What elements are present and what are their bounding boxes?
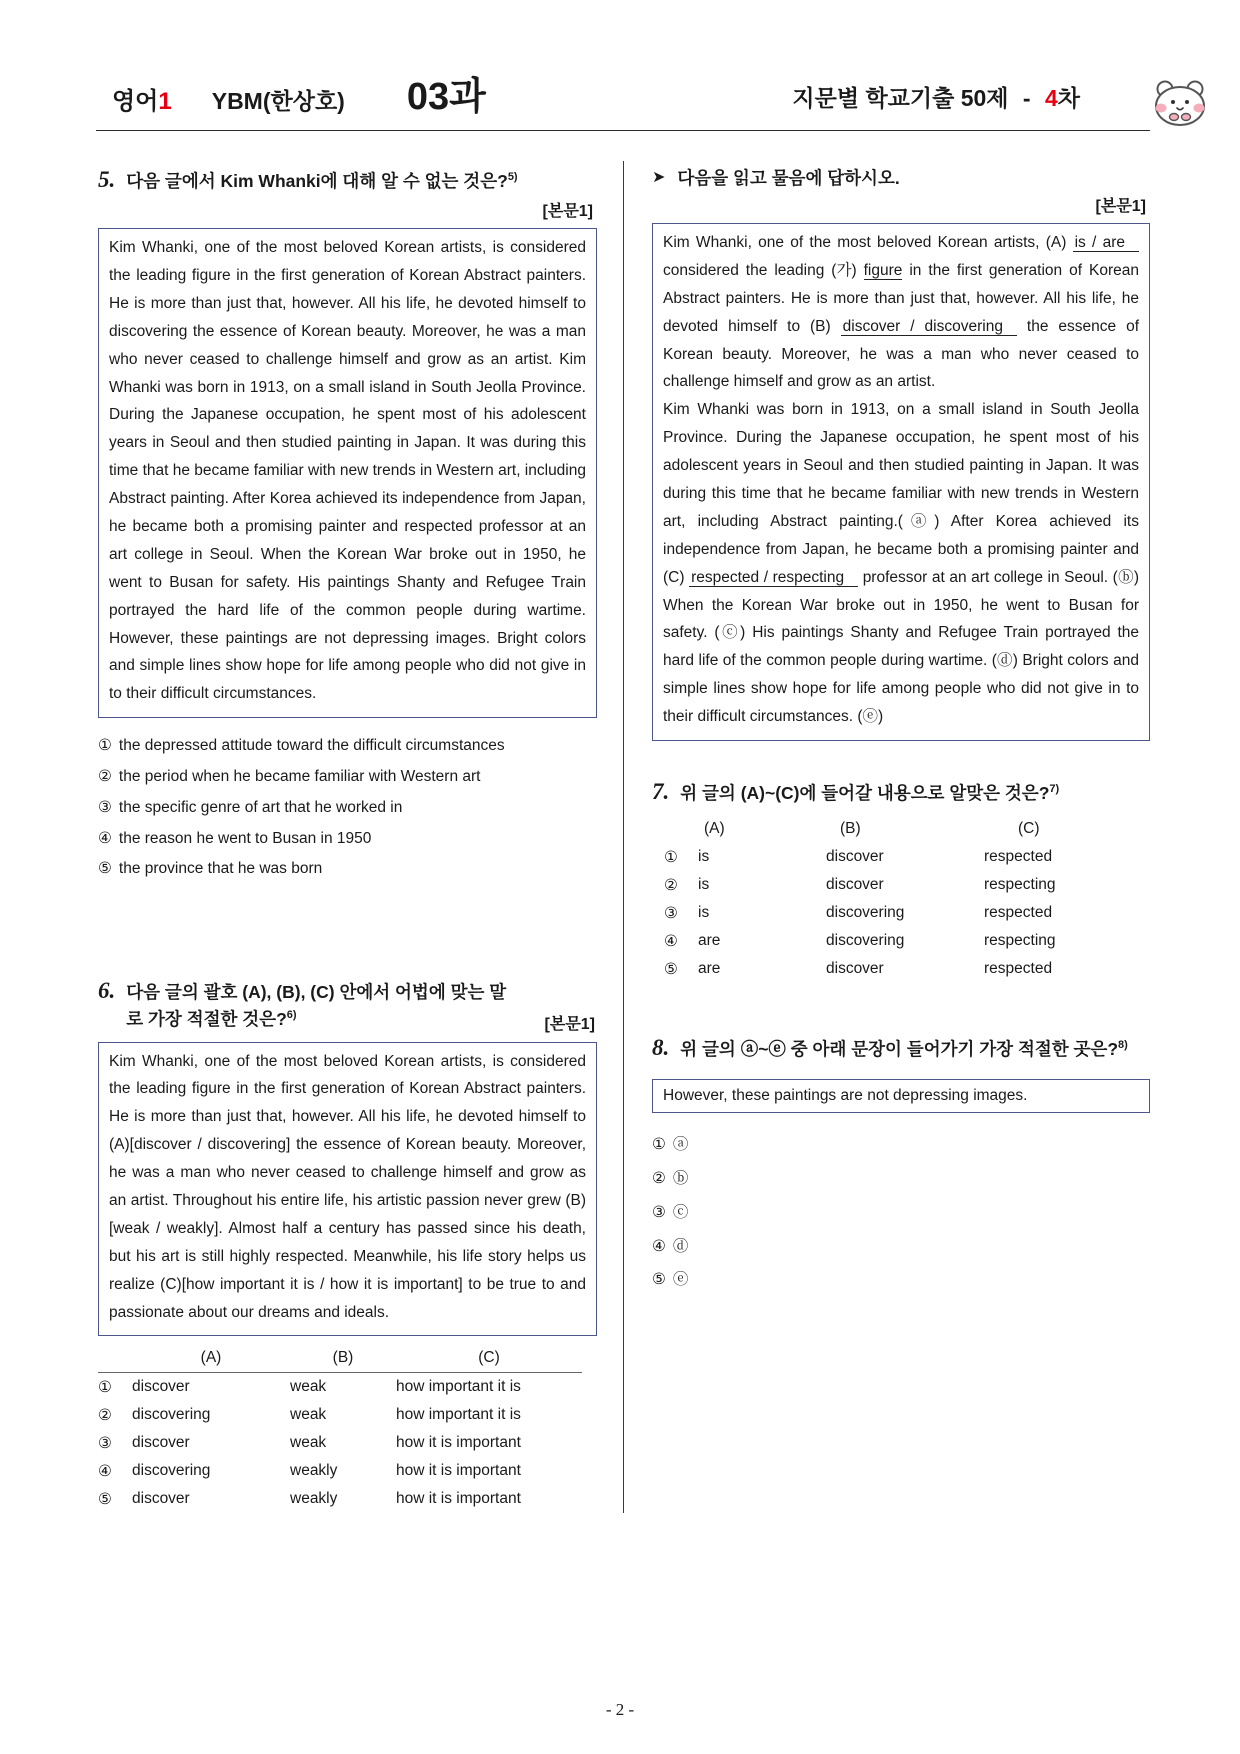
table-row (664, 955, 1102, 983)
cell-b: discovering (826, 904, 905, 922)
cell-c: how it is important (396, 1434, 521, 1452)
answer-option (98, 734, 597, 759)
footnote-ref: 6) (286, 1009, 297, 1022)
q6-passage-text: Kim Whanki, one of the most beloved Korean artists, is considered the leading figure in the first generation of Korean Abstract painters. He is more than just that, however. All his life, he devoted himself to (A)[discover / discovering] the essence of Korean beauty. Moreover, he was a man who never ceased to challenge himself and grow as an artist. Throughout his entire life, his artistic passion never grew (B)[weak / weakly]. Almost half a century has passed since his death, but his art is still highly respected. Meanwhile, his life story helps us realize (C)[how important it is / how it is important] to be true to and passionate about our dreams and ideals. (109, 1052, 586, 1321)
cell-c: respected (984, 904, 1053, 922)
col-header-c: (C) (1018, 820, 1040, 838)
passage-segment: in the first generation of Korean Abstract painters. He is more than just that, however. All his life, he devoted himself to (B) (663, 261, 1139, 335)
footnote-ref: 8) (1118, 1039, 1128, 1052)
table-row (664, 871, 1102, 899)
footnote-ref: 7) (1049, 783, 1060, 796)
answer-option (652, 1268, 1150, 1293)
option-marker: ⑤ (98, 860, 112, 878)
question-7-head (652, 777, 1150, 807)
question-text (680, 777, 1059, 807)
reading-paragraph-2 (663, 396, 1139, 731)
cell-a: are (698, 960, 721, 978)
option-text: the reason he went to Busan in 1950 (118, 829, 372, 847)
option-marker: ④ (664, 932, 678, 950)
col-header-a: (A) (704, 820, 725, 838)
cell-c: respected (984, 960, 1053, 978)
cell-b: discovering (826, 932, 905, 950)
left-column (96, 161, 623, 1513)
source-tag: [본문1] (1095, 198, 1146, 215)
cell-a: discover (132, 1490, 190, 1508)
option-marker: ④ (98, 829, 112, 847)
option-marker: ② (98, 1406, 112, 1424)
question-text-body: 다음 글의 괄호 (A), (B), (C) 안에서 어법에 맞는 말로 가장 적절한 것은? (126, 982, 507, 1030)
source-tag: [본문1] (542, 203, 593, 221)
cell-a: discover (132, 1378, 190, 1396)
q8-options (652, 1133, 1150, 1293)
cell-b: weak (290, 1434, 327, 1452)
cell-a: is (698, 848, 710, 866)
reading-paragraph-1 (663, 229, 1139, 396)
option-marker: ④ (98, 1462, 112, 1480)
publisher-label: YBM(한상호) (211, 88, 345, 114)
footnote-ref: 5) (507, 171, 518, 184)
option-marker: ② (98, 768, 112, 786)
cell-b: weak (290, 1406, 327, 1424)
q7-options-table (664, 817, 1102, 983)
option-text: ⓒ (672, 1203, 689, 1221)
cell-a: are (698, 932, 721, 950)
reading-prompt-text: 다음을 읽고 물음에 답하시오. (677, 168, 900, 188)
q6-passage-box (98, 1042, 597, 1337)
option-marker: ③ (98, 798, 112, 816)
option-marker: ① (98, 737, 112, 755)
option-marker: ③ (98, 1434, 112, 1452)
reading-block (652, 165, 1150, 741)
option-marker: ② (652, 1170, 666, 1188)
cell-b: discover (826, 848, 884, 866)
option-marker: ③ (664, 904, 678, 922)
right-column (623, 161, 1150, 1513)
option-text: the period when he became familiar with Western art (118, 768, 481, 786)
reading-passage-box (652, 223, 1150, 741)
question-text-body: 위 글의 ⓐ~ⓔ 중 아래 문장이 들어가기 가장 적절한 곳은? (680, 1039, 1119, 1060)
table-row (98, 1429, 582, 1457)
cell-c: how it is important (396, 1490, 521, 1508)
cell-b: weak (290, 1378, 327, 1396)
answer-option (98, 796, 597, 821)
cell-c: respecting (984, 932, 1056, 950)
question-8-head (652, 1033, 1150, 1063)
cell-b: weakly (290, 1462, 338, 1480)
source-tag: [본문1] (544, 1015, 595, 1033)
cell-b: weakly (290, 1490, 338, 1508)
cell-c: respecting (984, 876, 1056, 894)
two-column-body (96, 161, 1150, 1513)
question-7 (652, 777, 1150, 983)
question-text (126, 976, 597, 1033)
option-text: the specific genre of art that he worked in (118, 798, 403, 816)
answer-option (652, 1167, 1150, 1192)
answer-option (652, 1133, 1150, 1158)
question-5 (98, 165, 597, 882)
reading-prompt (652, 165, 1150, 190)
col-header-b: (B) (840, 820, 861, 838)
table-row (664, 927, 1102, 955)
table-row (664, 843, 1102, 871)
cell-a: discovering (132, 1462, 211, 1480)
option-marker: ⑤ (664, 960, 678, 978)
question-number: 6. (98, 978, 116, 1004)
option-marker: ⑤ (98, 1490, 112, 1508)
underlined-word: figure (863, 261, 903, 279)
arrow-icon: ➤ (652, 169, 666, 186)
bear-mascot-icon (1148, 76, 1212, 128)
q5-passage-box (98, 228, 597, 718)
col-header-a: (A) (200, 1349, 222, 1367)
cell-c: how important it is (396, 1406, 521, 1424)
passage-segment: professor at an art college in Seoul. (ⓑ) When the Korean War broke out in 1950, he went to Busan for safety. (ⓒ) His paintings Shanty and Refugee Train portrayed the hard life of the common people during wartime. (ⓓ) Bright colors and simple lines show hope for life among people who did not give in to their difficult circumstances. (ⓔ) (663, 568, 1139, 726)
option-marker: ③ (652, 1203, 666, 1221)
blank-choice-C: respected / respecting (689, 569, 858, 587)
option-marker: ① (664, 848, 678, 866)
col-header-c: (C) (478, 1349, 500, 1367)
option-text: ⓐ (672, 1136, 689, 1154)
q8-sentence-text: However, these paintings are not depressing images. (663, 1087, 1028, 1105)
page-header (96, 78, 1150, 131)
answer-option (98, 857, 597, 882)
table-row (98, 1401, 582, 1429)
table-header-row (664, 817, 1102, 843)
table-row (98, 1485, 582, 1513)
option-marker: ② (664, 876, 678, 894)
course-label (112, 81, 172, 116)
col-header-b: (B) (332, 1349, 354, 1367)
cell-a: is (698, 876, 710, 894)
cell-b: discover (826, 876, 884, 894)
cell-c: how it is important (396, 1462, 521, 1480)
passage-segment: Kim Whanki, one of the most beloved Korean artists, (A) (663, 234, 1073, 251)
q8-sentence-box (652, 1079, 1150, 1113)
cell-b: discover (826, 960, 884, 978)
page-number: - 2 - (605, 1700, 635, 1719)
cell-a: discovering (132, 1406, 211, 1424)
question-number: 7. (652, 779, 670, 805)
question-6 (98, 976, 597, 1513)
option-text: ⓔ (672, 1271, 689, 1289)
question-text-bold: Kim Whanki (220, 171, 321, 191)
question-number: 8. (652, 1035, 670, 1061)
header-title (792, 80, 1080, 116)
question-text-post: 에 대해 알 수 없는 것은? (320, 171, 508, 191)
answer-option (98, 827, 597, 852)
unit-label: 03과 (406, 76, 486, 118)
answer-option (98, 765, 597, 790)
question-8 (652, 1033, 1150, 1293)
passage-segment: Kim Whanki was born in 1913, on a small island in South Jeolla Province. During the Japanese occupation, he spent most of his adolescent years in Seoul and then studied painting in Japan. It was during this time that he became familiar with new trends in Western art, including Abstract painting.(ⓐ) After Korea achieved its independence from Japan, he became both a promising painter and (C) (663, 401, 1139, 586)
course-name: 영어 (112, 88, 159, 115)
answer-option (652, 1235, 1150, 1260)
table-row (98, 1373, 582, 1402)
passage-segment: considered the leading (가) (663, 261, 864, 279)
option-text: ⓑ (672, 1170, 689, 1188)
option-text: ⓓ (672, 1237, 689, 1255)
blank-choice-B: discover / discovering (841, 318, 1017, 336)
option-marker: ① (98, 1378, 112, 1396)
table-row (98, 1457, 582, 1485)
option-marker: ① (652, 1136, 666, 1154)
cell-c: how important it is (396, 1378, 521, 1396)
cell-a: is (698, 904, 710, 922)
question-number: 5. (98, 167, 116, 192)
question-5-head (98, 165, 597, 195)
table-row (664, 899, 1102, 927)
option-marker: ⑤ (652, 1271, 666, 1289)
cell-a: discover (132, 1434, 190, 1452)
option-text: the province that he was born (118, 860, 323, 878)
blank-choice-A: is / are (1073, 234, 1139, 252)
question-text-pre: 다음 글에서 (126, 171, 221, 191)
cell-c: respected (984, 848, 1053, 866)
title-separator: - (1022, 85, 1031, 111)
passage-segment: the essence of Korean beauty. Moreover, he was a man who never ceased to challenge himself and grow as an artist. (663, 317, 1139, 391)
question-6-head (98, 976, 597, 1033)
q5-passage-text: Kim Whanki, one of the most beloved Korean artists, is considered the leading figure in the first generation of Korean Abstract painters. He is more than just that, however. All his life, he devoted himself to discovering the essence of Korean beauty. Moreover, he was a man who never ceased to challenge himself and grow as an artist. Kim Whanki was born in 1913, on a small island in South Jeolla Province. During the Japanese occupation, he spent most of his adolescent years in Seoul and then studied painting in Japan. It was during this time that he became familiar with new trends in Western art, including Abstract painting. After Korea achieved its independence from Japan, he became both a promising painter and respected professor at an art college in Seoul. When the Korean War broke out in 1950, he went to Busan for safety. His paintings Shanty and Refugee Train portrayed the hard life of the common people during wartime. However, these paintings are not depressing images. Bright colors and simple lines show hope for life among people who did not give in to their difficult circumstances. (109, 239, 586, 703)
exam-type-label: 지문별 학교기출 50제 (792, 85, 1009, 111)
question-text (126, 165, 517, 195)
table-header-row (98, 1346, 582, 1373)
option-text: the depressed attitude toward the difficult circumstances (118, 737, 505, 755)
question-text-body: 위 글의 (A)~(C)에 들어갈 내용으로 알맞은 것은? (680, 783, 1050, 804)
question-text (680, 1033, 1128, 1063)
round-number: 4 (1044, 85, 1058, 111)
q6-options-table (98, 1346, 582, 1513)
q5-options (98, 734, 597, 882)
course-number: 1 (158, 88, 172, 115)
answer-option (652, 1201, 1150, 1226)
option-marker: ④ (652, 1237, 666, 1255)
round-suffix: 차 (1057, 85, 1080, 111)
